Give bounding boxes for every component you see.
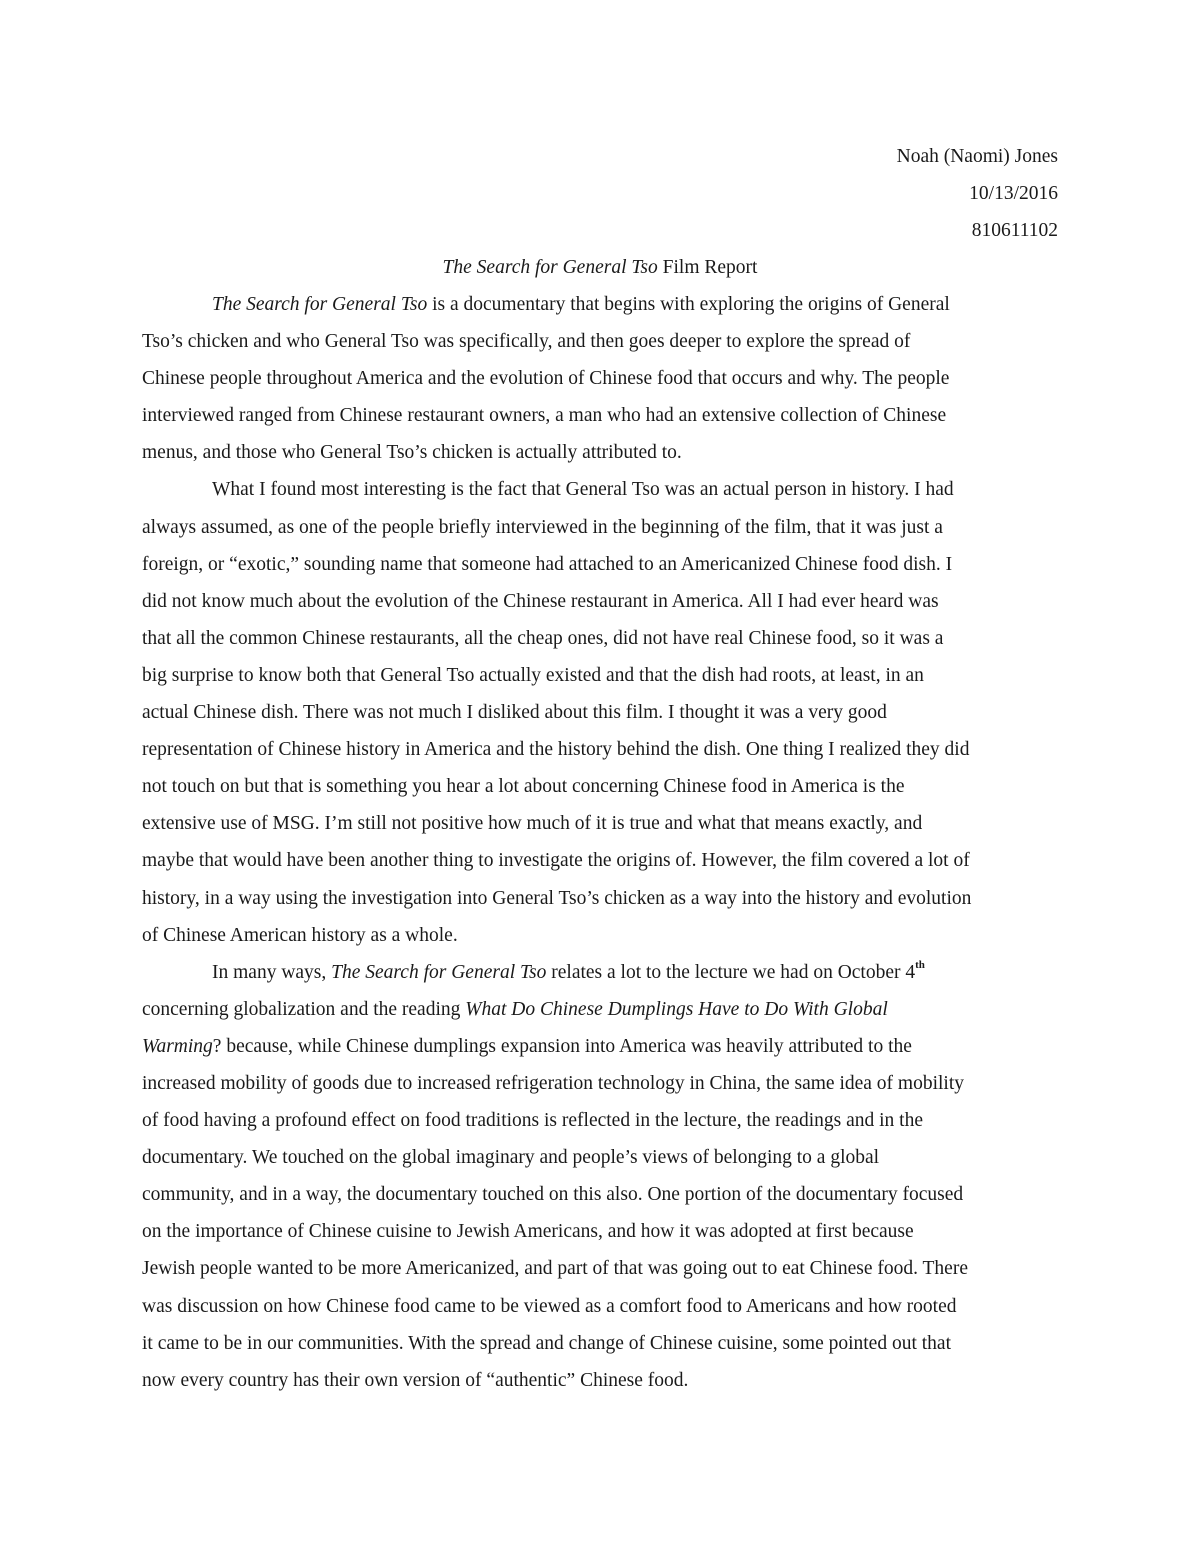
paragraph-line: What I found most interesting is the fact that General Tso was an actual person in history. I had: [212, 479, 954, 501]
paragraph-line: Tso’s chicken and who General Tso was specifically, and then goes deeper to explore the spread of: [142, 331, 911, 353]
paragraph-line: now every country has their own version of “authentic” Chinese food.: [142, 1369, 689, 1391]
paragraph-line: representation of Chinese history in America and the history behind the dish. One thing I realized they did: [142, 739, 970, 761]
paragraph-line: The Search for General Tso is a documentary that begins with exploring the origins of General: [212, 294, 950, 315]
paragraph-line: it came to be in our communities. With the spread and change of Chinese cuisine, some pointed out that: [142, 1332, 951, 1354]
paragraph-line: concerning globalization and the reading What Do Chinese Dumplings Have to Do With Global: [142, 998, 888, 1020]
paragraph-line: Jewish people wanted to be more Americanized, and part of that was going out to eat Chinese food. There: [142, 1258, 968, 1280]
paragraph-line: history, in a way using the investigation into General Tso’s chicken as a way into the history and evolution: [142, 887, 972, 909]
paragraph-line: maybe that would have been another thing to investigate the origins of. However, the film covered a lot of: [142, 850, 970, 872]
paragraph-line: increased mobility of goods due to increased refrigeration technology in China, the same idea of mobility: [142, 1072, 965, 1094]
report-date: 10/13/2016: [969, 183, 1058, 204]
ordinal-superscript: th: [915, 959, 925, 972]
page-title: [142, 249, 1058, 286]
title-suffix: Film Report: [657, 257, 758, 278]
paragraph-2: [142, 471, 1058, 953]
paragraph-line: that all the common Chinese restaurants, all the cheap ones, did not have real Chinese food, so it was a: [142, 627, 944, 649]
paragraph-line: interviewed ranged from Chinese restaurant owners, a man who had an extensive collection of Chinese: [142, 405, 947, 427]
film-title-italic: The Search for General Tso: [331, 961, 547, 983]
paragraph-line: foreign, or “exotic,” sounding name that someone had attached to an Americanized Chinese food dish. I: [142, 553, 953, 575]
paragraph-line: extensive use of MSG. I’m still not positive how much of it is true and what that means exactly, and: [142, 813, 923, 835]
title-film-name: The Search for General Tso: [442, 257, 658, 278]
paragraph-line: actual Chinese dish. There was not much I disliked about this film. I thought it was a very good: [142, 702, 887, 724]
paragraph-3: [142, 954, 1058, 1399]
paragraph-line: always assumed, as one of the people briefly interviewed in the beginning of the film, that it was just a: [142, 516, 943, 538]
paragraph-1: [142, 286, 1058, 471]
header-block: [897, 138, 1058, 249]
paragraph-line: Warming? because, while Chinese dumplings expansion into America was heavily attributed to the: [142, 1035, 912, 1057]
reading-title-italic: What Do Chinese Dumplings Have to Do With Global: [465, 998, 888, 1020]
student-id: 810611102: [971, 220, 1058, 241]
paragraph-line: Chinese people throughout America and the evolution of Chinese food that occurs and why. The people: [142, 368, 950, 390]
paragraph-line: In many ways, The Search for General Tso relates a lot to the lecture we had on October 4th: [212, 959, 925, 983]
paragraph-line: big surprise to know both that General Tso actually existed and that the dish had roots, at least, in an: [142, 664, 924, 686]
paragraph-line: on the importance of Chinese cuisine to Jewish Americans, and how it was adopted at first because: [142, 1221, 914, 1243]
paragraph-line: of food having a profound effect on food traditions is reflected in the lecture, the readings and in the: [142, 1110, 924, 1132]
paragraph-line: menus, and those who General Tso’s chicken is actually attributed to.: [142, 442, 682, 464]
paragraph-line: not touch on but that is something you hear a lot about concerning Chinese food in America is the: [142, 776, 905, 798]
paragraph-line: did not know much about the evolution of the Chinese restaurant in America. All I had ever heard was: [142, 590, 939, 612]
film-title-italic: The Search for General Tso: [212, 294, 428, 315]
reading-title-italic: Warming: [142, 1035, 213, 1057]
paragraph-line: was discussion on how Chinese food came to be viewed as a comfort food to Americans and how rooted: [142, 1295, 957, 1317]
paragraph-line: of Chinese American history as a whole.: [142, 924, 458, 946]
report-body: [142, 286, 1058, 1399]
paragraph-line: community, and in a way, the documentary touched on this also. One portion of the documentary focused: [142, 1184, 964, 1206]
paragraph-line: documentary. We touched on the global imaginary and people’s views of belonging to a global: [142, 1147, 880, 1169]
author-name: Noah (Naomi) Jones: [896, 146, 1058, 167]
